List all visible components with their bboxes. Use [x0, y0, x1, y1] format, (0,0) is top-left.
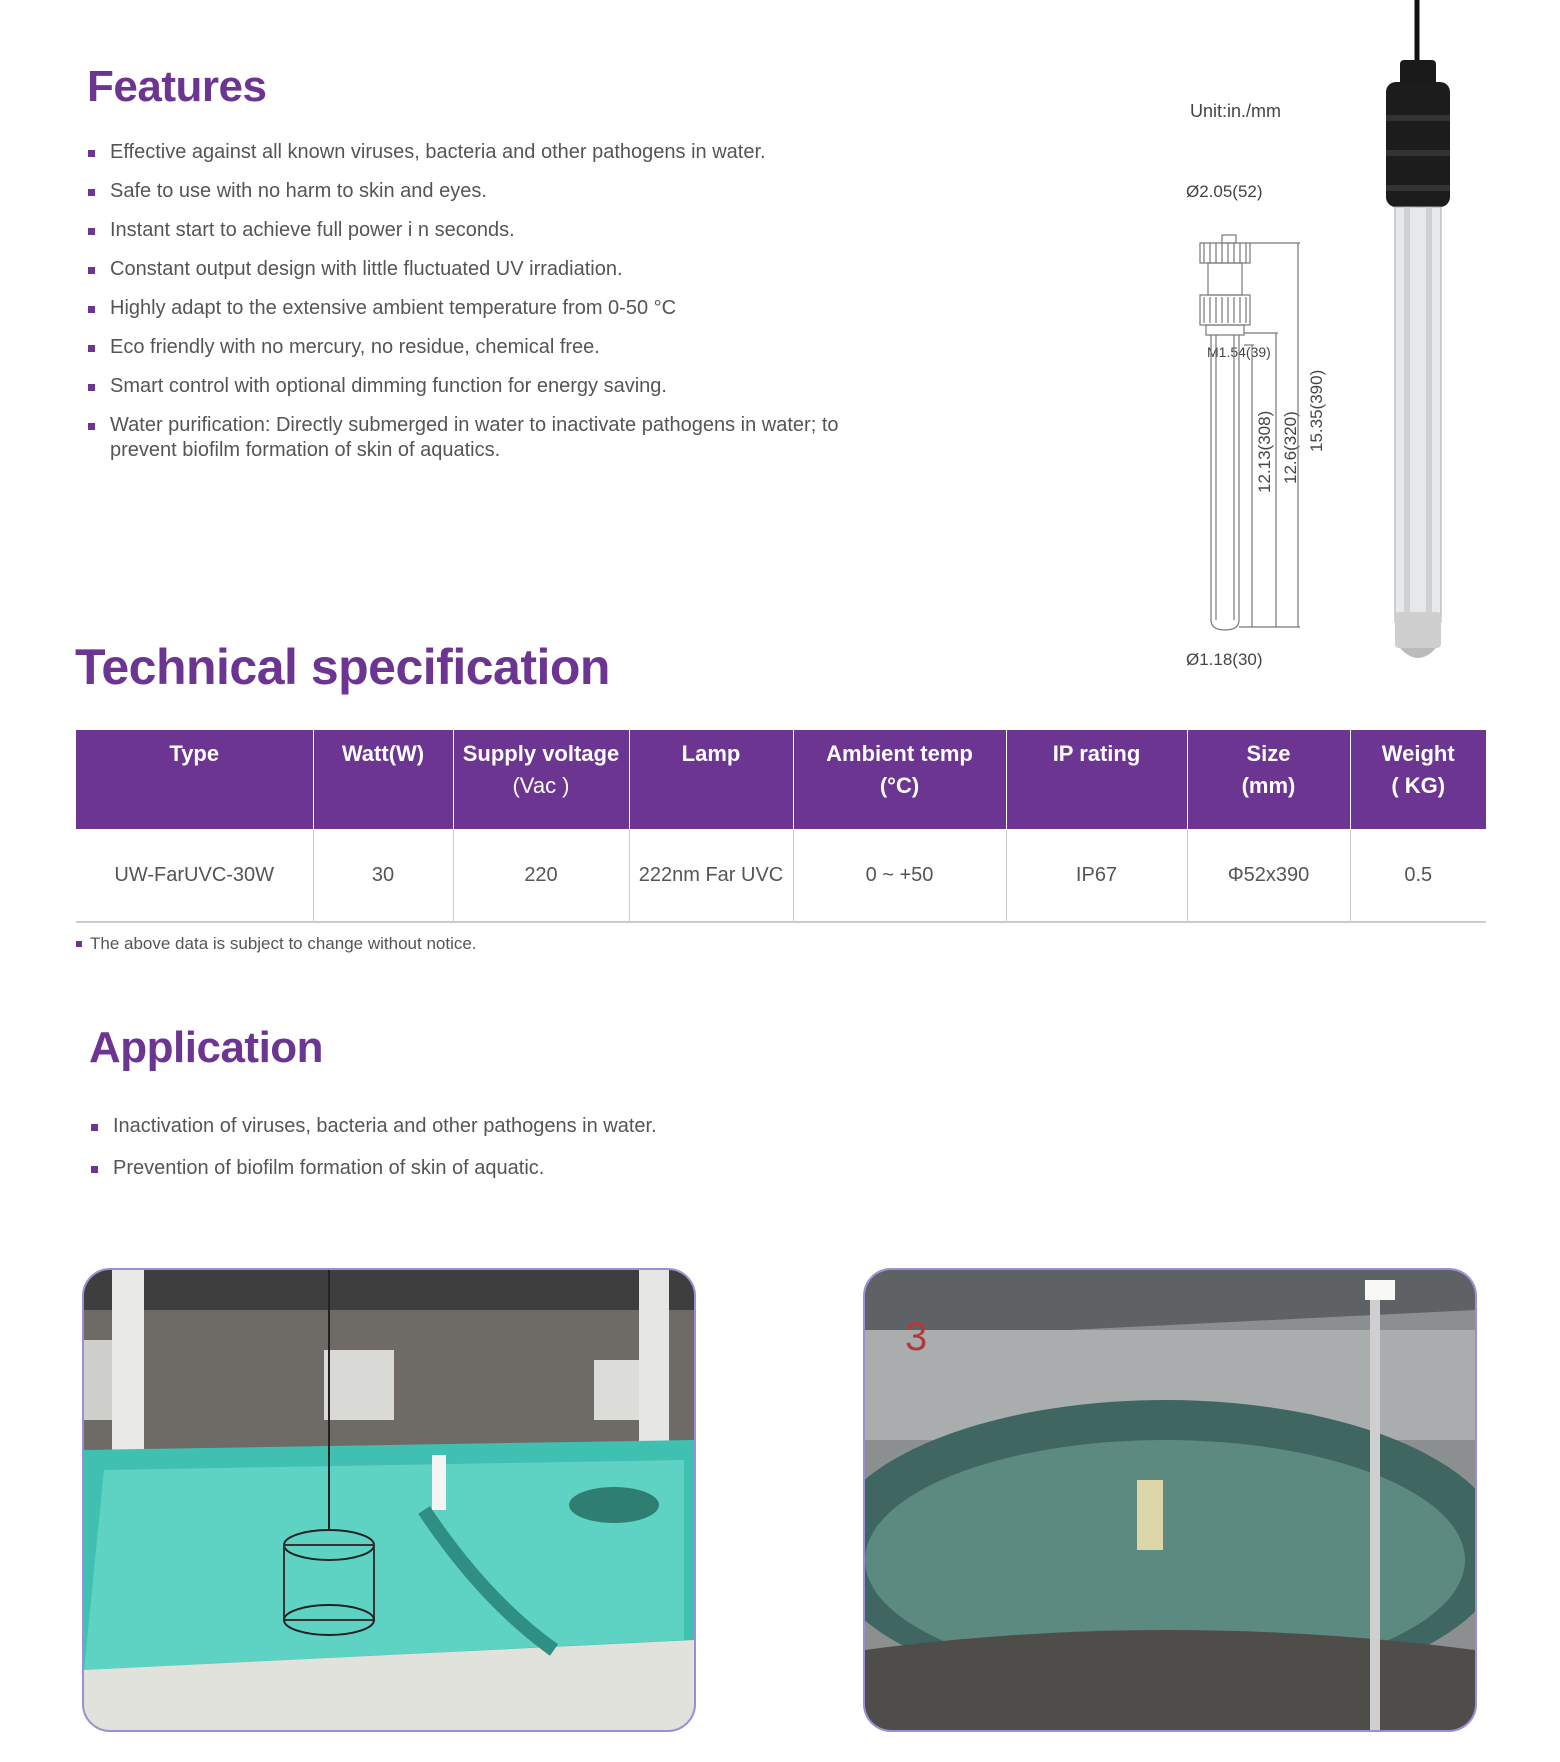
lamp-product-image — [1370, 0, 1480, 680]
features-title: Features — [87, 62, 267, 111]
dimension-length-2: 12.6(320) — [1281, 411, 1300, 484]
cell-type: UW-FarUVC-30W — [76, 829, 313, 922]
application-list — [91, 1114, 891, 1198]
table-row — [76, 829, 1486, 922]
dimension-top-diameter: Ø2.05(52) — [1186, 182, 1263, 201]
header-lamp: Lamp — [629, 730, 793, 829]
tank-marking: 3 — [905, 1315, 928, 1359]
features-list — [88, 140, 888, 477]
unit-label: Unit:in./mm — [1190, 101, 1282, 121]
cell-voltage: 220 — [453, 829, 629, 922]
table-header-row — [76, 730, 1486, 829]
header-type: Type — [76, 730, 313, 829]
list-item: Eco friendly with no mercury, no residue, chemical free. — [88, 335, 888, 360]
list-item: Prevention of biofilm formation of skin of aquatic. — [91, 1156, 891, 1181]
cell-watt: 30 — [313, 829, 453, 922]
list-item: Constant output design with little fluctuated UV irradiation. — [88, 257, 888, 282]
list-item: Safe to use with no harm to skin and eyes. — [88, 179, 888, 204]
list-item: Water purification: Directly submerged in water to inactivate pathogens in water; to prevent biofilm formation of skin of aquatics. — [88, 413, 888, 463]
photo-rectangular-pool — [82, 1268, 696, 1732]
spec-table — [76, 730, 1486, 923]
header-size: Size (mm) — [1187, 730, 1350, 829]
dimension-bottom-diameter: Ø1.18(30) — [1186, 650, 1263, 669]
dimension-length-1: 12.13(308) — [1255, 410, 1274, 493]
header-weight: Weight ( KG) — [1350, 730, 1486, 829]
header-watt: Watt(W) — [313, 730, 453, 829]
list-item: Highly adapt to the extensive ambient temperature from 0-50 °C — [88, 296, 888, 321]
list-item: Effective against all known viruses, bacteria and other pathogens in water. — [88, 140, 888, 165]
header-voltage: Supply voltage (Vac ) — [453, 730, 629, 829]
photo-round-tank — [863, 1268, 1477, 1732]
cell-ip-rating: IP67 — [1006, 829, 1187, 922]
header-ambient-temp: Ambient temp (°C) — [793, 730, 1006, 829]
header-ip-rating: IP rating — [1006, 730, 1187, 829]
application-title: Application — [89, 1023, 324, 1072]
cell-size: Φ52x390 — [1187, 829, 1350, 922]
cell-ambient-temp: 0 ~ +50 — [793, 829, 1006, 922]
tech-spec-title: Technical specification — [75, 639, 610, 695]
dimension-thread: M1.54(39) — [1207, 344, 1271, 360]
lamp-line-drawing — [1180, 225, 1320, 645]
dimension-length-3: 15.35(390) — [1307, 369, 1326, 452]
list-item: Smart control with optional dimming function for energy saving. — [88, 374, 888, 399]
list-item: Instant start to achieve full power i n seconds. — [88, 218, 888, 243]
cell-weight: 0.5 — [1350, 829, 1486, 922]
cell-lamp: 222nm Far UVC — [629, 829, 793, 922]
list-item: Inactivation of viruses, bacteria and other pathogens in water. — [91, 1114, 891, 1139]
footnote: The above data is subject to change without notice. — [76, 934, 477, 954]
